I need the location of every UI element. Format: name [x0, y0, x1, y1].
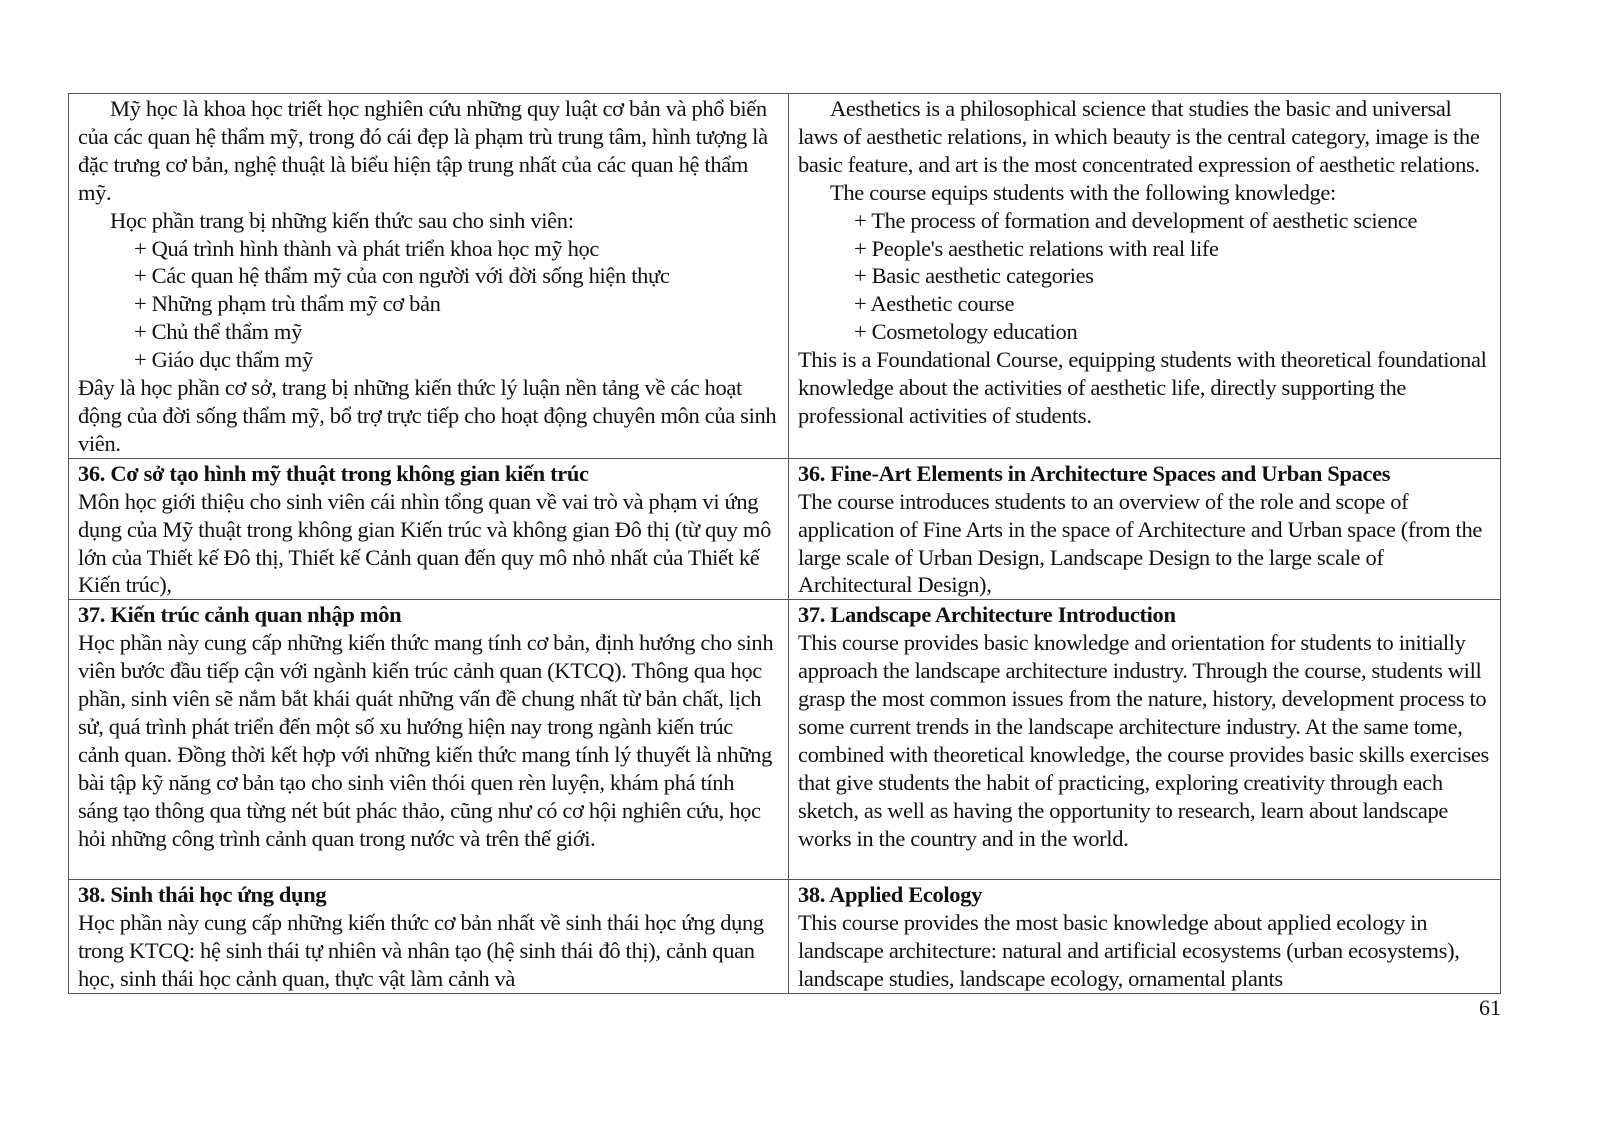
course-description-table: [68, 93, 1501, 994]
list-item: + Các quan hệ thẩm mỹ của con người với đời sống hiện thực: [134, 263, 670, 289]
list-item: + Những phạm trù thẩm mỹ cơ bản: [134, 291, 441, 317]
course-description: The course introduces students to an overview of the role and scope of application of Fine Arts in the space of Architecture and Urban space (from the large scale of Urban Design, Landscape Design to the large scale of Architectural Design),: [798, 488, 1482, 598]
page-number: 61: [1479, 995, 1501, 1020]
cell-en-36: [789, 458, 1501, 600]
course-heading: 38. Sinh thái học ứng dụng: [78, 882, 327, 908]
paragraph: The course equips students with the following knowledge:: [830, 179, 1336, 205]
course-description: This course provides the most basic knowledge about applied ecology in landscape architecture: natural and artificial ecosystems (urban ecosystems), landscape studies, landscape ecology, ornamental plants: [798, 910, 1460, 992]
cell-en-37: [789, 600, 1501, 880]
paragraph: Mỹ học là khoa học triết học nghiên cứu những quy luật cơ bản và phổ biến của các quan hệ thẩm mỹ, trong đó cái đẹp là phạm trù trung tâm, hình tượng là đặc trưng cơ bản, nghệ thuật là biểu hiện tập trung nhất của các quan hệ thẩm mỹ.: [78, 96, 768, 205]
list-item: + Quá trình hình thành và phát triển khoa học mỹ học: [134, 235, 600, 261]
list-item: + Giáo dục thẩm mỹ: [134, 347, 313, 373]
cell-vi-37: [69, 600, 789, 880]
paragraph: Học phần trang bị những kiến thức sau cho sinh viên:: [110, 207, 574, 233]
cell-vi-38: [69, 880, 789, 994]
course-heading: 37. Landscape Architecture Introduction: [798, 602, 1176, 628]
cell-en-aesthetics: [789, 94, 1501, 459]
course-description: Học phần này cung cấp những kiến thức mang tính cơ bản, định hướng cho sinh viên bước đầu tiếp cận với ngành kiến trúc cảnh quan (KTCQ). Thông qua học phần, sinh viên sẽ nắm bắt khái quát những vấn đề chung nhất từ bản chất, lịch sử, quá trình phát triển đến một số xu hướng hiện nay trong ngành kiến trúc cảnh quan. Đồng thời kết hợp với những kiến thức mang tính lý thuyết là những bài tập kỹ năng cơ bản tạo cho sinh viên thói quen rèn luyện, khám phá tính sáng tạo thông qua từng nét bút phác thảo, cũng như có cơ hội nghiên cứu, học hỏi những công trình cảnh quan trong nước và trên thế giới.: [78, 630, 774, 851]
course-description: This course provides basic knowledge and orientation for students to initially approach the landscape architecture industry. Through the course, students will grasp the most common issues from the nature, history, development process to some current trends in the landscape architecture industry. At the same tome, combined with theoretical knowledge, the course provides basic skills exercises that give students the habit of practicing, exploring creativity through each sketch, as well as having the opportunity to research, learn about landscape works in the country and in the world.: [798, 630, 1489, 851]
list-item: + The process of formation and development of aesthetic science: [854, 207, 1418, 233]
paragraph: This is a Foundational Course, equipping students with theoretical foundational knowledge about the activities of aesthetic life, directly supporting the professional activities of students.: [798, 347, 1487, 428]
list-item: + Chủ thể thẩm mỹ: [134, 319, 302, 345]
course-description: Môn học giới thiệu cho sinh viên cái nhìn tổng quan về vai trò và phạm vi ứng dụng của Mỹ thuật trong không gian Kiến trúc và không gian Đô thị (từ quy mô lớn của Thiết kế Đô thị, Thiết kế Cảnh quan đến quy mô nhỏ nhất của Thiết kế Kiến trúc),: [78, 488, 771, 598]
cell-en-38: [789, 880, 1501, 994]
list-item: + People's aesthetic relations with real life: [854, 235, 1219, 261]
paragraph: Đây là học phần cơ sở, trang bị những kiến thức lý luận nền tảng về các hoạt động của đời sống thẩm mỹ, bổ trợ trực tiếp cho hoạt động chuyên môn của sinh viên.: [78, 375, 777, 456]
cell-vi-aesthetics: [69, 94, 789, 459]
table-row-aesthetics: [69, 94, 1501, 459]
table-row-38: [69, 880, 1501, 994]
list-item: + Aesthetic course: [854, 291, 1015, 317]
table-row-37: [69, 600, 1501, 880]
list-item: + Basic aesthetic categories: [854, 263, 1094, 289]
course-heading: 37. Kiến trúc cảnh quan nhập môn: [78, 602, 402, 628]
course-heading: 36. Fine-Art Elements in Architecture Spaces and Urban Spaces: [798, 460, 1391, 486]
course-heading: 36. Cơ sở tạo hình mỹ thuật trong không gian kiến trúc: [78, 460, 589, 486]
paragraph: Aesthetics is a philosophical science that studies the basic and universal laws of aesthetic relations, in which beauty is the central category, image is the basic feature, and art is the most concentrated expression of aesthetic relations.: [798, 96, 1480, 177]
list-item: + Cosmetology education: [854, 319, 1078, 345]
table-row-36: [69, 458, 1501, 600]
cell-vi-36: [69, 458, 789, 600]
course-description: Học phần này cung cấp những kiến thức cơ bản nhất về sinh thái học ứng dụng trong KTCQ: hệ sinh thái tự nhiên và nhân tạo (hệ sinh thái đô thị), cảnh quan học, sinh thái học cảnh quan, thực vật làm cảnh và: [78, 910, 764, 992]
course-heading: 38. Applied Ecology: [798, 882, 983, 908]
